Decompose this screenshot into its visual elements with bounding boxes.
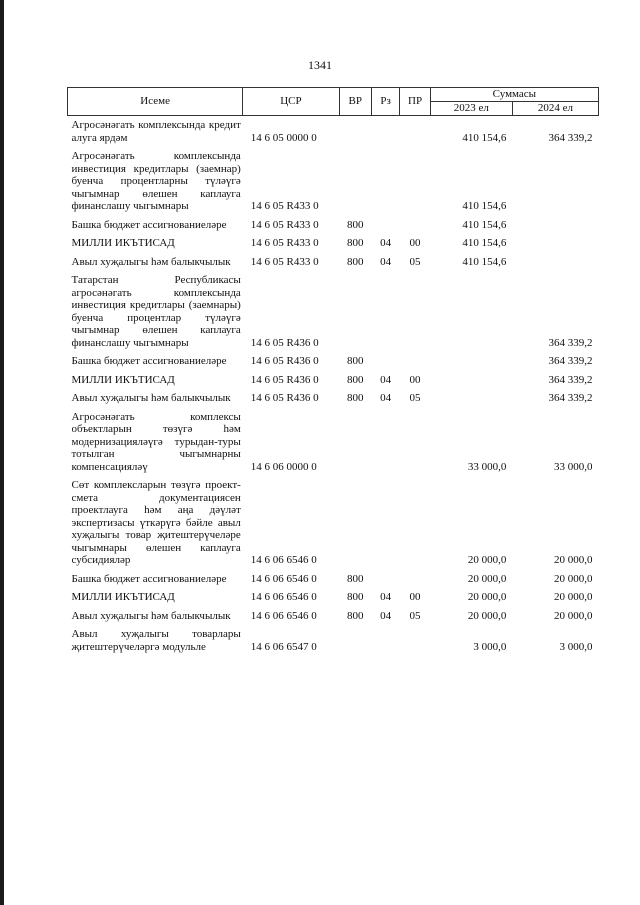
row-name: Башка бюджет ассигнованиеләре	[71, 218, 227, 231]
row-pr	[400, 216, 430, 235]
row-amount-2024: 364 339,2	[548, 336, 593, 349]
table-row	[68, 570, 599, 589]
row-amount-2023	[430, 271, 512, 352]
row-csr: 14 6 05 0000 0	[250, 131, 317, 144]
row-amount-2023	[430, 371, 512, 390]
row-name: Агросәнәгать комплексында инвестиция кредитлары (заемнар) буенча процентларны түләүгә чыгымнар өлешен каплауга финанслашу чыгымнары	[71, 150, 241, 212]
row-vr	[339, 625, 371, 656]
row-csr: 14 6 06 6546 0	[250, 609, 317, 622]
table-row	[68, 271, 599, 352]
row-amount-2023: 20 000,0	[467, 572, 507, 585]
row-rz: 04	[380, 392, 392, 404]
row-amount-2024	[512, 253, 598, 272]
header-rz: Рз	[371, 88, 399, 116]
table-row	[68, 607, 599, 626]
row-amount-2023: 20 000,0	[467, 609, 507, 622]
row-rz	[371, 570, 399, 589]
header-sums: Суммасы	[430, 88, 598, 102]
row-amount-2023: 410 154,6	[462, 237, 507, 249]
row-pr	[400, 476, 430, 570]
row-amount-2023	[430, 352, 512, 371]
row-amount-2024: 20 000,0	[554, 591, 593, 603]
row-vr	[339, 476, 371, 570]
row-amount-2023: 3 000,0	[473, 640, 507, 653]
row-vr: 800	[347, 609, 364, 622]
table-row	[68, 371, 599, 390]
row-amount-2023: 410 154,6	[462, 218, 507, 231]
header-vr: ВР	[339, 88, 371, 116]
row-rz: 04	[380, 237, 392, 249]
table-row	[68, 588, 599, 607]
row-pr	[400, 570, 430, 589]
budget-table	[67, 87, 599, 656]
row-amount-2023: 33 000,0	[467, 460, 507, 473]
row-rz	[371, 116, 399, 148]
row-rz	[371, 408, 399, 477]
row-amount-2024	[512, 147, 598, 216]
row-name: Башка бюджет ассигнованиеләре	[71, 572, 227, 585]
row-pr	[400, 116, 430, 148]
row-csr: 14 6 05 R433 0	[250, 237, 319, 249]
row-name: Агросәнәгать комплексында кредит алуга ярдәм	[71, 119, 241, 144]
row-rz: 04	[380, 591, 392, 603]
row-vr: 800	[347, 218, 364, 231]
row-name: Агросәнәгать комплексы объектларын төзүгә һәм модернизацияләүгә турыдан-туры тотылган чыгымнарны компенсацияләү	[71, 410, 241, 473]
row-vr: 800	[347, 572, 364, 585]
row-csr: 14 6 05 R433 0	[250, 200, 319, 212]
row-vr	[339, 116, 371, 148]
row-rz	[371, 216, 399, 235]
row-vr: 800	[347, 373, 364, 386]
row-rz: 04	[380, 255, 392, 268]
row-vr: 800	[347, 355, 364, 367]
row-amount-2024	[512, 234, 598, 253]
row-rz	[371, 352, 399, 371]
row-rz: 04	[380, 373, 392, 386]
table-row	[68, 216, 599, 235]
table-row	[68, 352, 599, 371]
row-vr: 800	[347, 392, 364, 404]
row-amount-2024: 364 339,2	[548, 392, 593, 404]
row-csr: 14 6 05 R436 0	[250, 373, 319, 386]
row-amount-2023: 20 000,0	[467, 591, 507, 603]
row-name: Авыл хуҗалыгы товарлары җитештерүчеләргә модульле	[71, 628, 241, 653]
table-body	[68, 116, 599, 657]
row-pr: 05	[409, 392, 421, 404]
table-row	[68, 408, 599, 477]
row-pr: 00	[409, 591, 421, 603]
row-csr: 14 6 06 6547 0	[250, 640, 317, 653]
row-csr: 14 6 05 R436 0	[250, 336, 319, 349]
row-name: Авыл хуҗалыгы һәм балыкчылык	[71, 255, 231, 268]
row-csr: 14 6 06 0000 0	[250, 460, 317, 473]
row-vr	[339, 408, 371, 477]
row-pr	[400, 147, 430, 216]
row-csr: 14 6 06 6546 0	[250, 554, 317, 566]
row-csr: 14 6 05 R433 0	[250, 218, 319, 231]
row-pr: 05	[409, 609, 421, 622]
header-pr: ПР	[400, 88, 430, 116]
row-name: Башка бюджет ассигнованиеләре	[71, 355, 227, 367]
row-pr	[400, 625, 430, 656]
header-csr: ЦСР	[243, 88, 339, 116]
row-rz: 04	[380, 609, 392, 622]
row-pr	[400, 352, 430, 371]
table-row	[68, 147, 599, 216]
row-vr	[339, 147, 371, 216]
row-amount-2024: 20 000,0	[554, 572, 593, 585]
row-rz	[371, 476, 399, 570]
row-pr: 05	[409, 255, 421, 268]
row-csr: 14 6 05 R436 0	[250, 392, 319, 404]
row-vr	[339, 271, 371, 352]
row-amount-2024: 20 000,0	[554, 609, 593, 622]
row-rz	[371, 147, 399, 216]
row-csr: 14 6 05 R433 0	[250, 255, 319, 268]
row-vr: 800	[347, 591, 364, 603]
row-amount-2024: 20 000,0	[554, 554, 593, 566]
row-vr: 800	[347, 237, 364, 249]
row-name: Авыл хуҗалыгы һәм балыкчылык	[71, 609, 231, 622]
row-name: Авыл хуҗалыгы һәм балыкчылык	[71, 392, 231, 404]
row-pr	[400, 271, 430, 352]
page-number: 1341	[308, 58, 332, 72]
table-row	[68, 476, 599, 570]
row-pr: 00	[409, 237, 421, 249]
row-amount-2024: 364 339,2	[548, 355, 593, 367]
row-csr: 14 6 06 6546 0	[250, 591, 317, 603]
row-amount-2023: 20 000,0	[467, 554, 507, 566]
row-pr	[400, 408, 430, 477]
row-amount-2024: 364 339,2	[548, 373, 593, 386]
table-header	[68, 88, 599, 116]
row-amount-2023: 410 154,6	[462, 200, 507, 212]
row-csr: 14 6 05 R436 0	[250, 355, 319, 367]
row-amount-2024: 3 000,0	[559, 640, 593, 653]
header-year-2023: 2023 ел	[430, 102, 512, 116]
row-amount-2024: 364 339,2	[548, 131, 593, 144]
table-row	[68, 389, 599, 408]
row-name: МИЛЛИ ИКЪТИСАД	[71, 591, 175, 603]
row-csr: 14 6 06 6546 0	[250, 572, 317, 585]
row-name: МИЛЛИ ИКЪТИСАД	[71, 373, 175, 386]
row-amount-2023	[430, 389, 512, 408]
row-amount-2024: 33 000,0	[554, 460, 593, 473]
row-amount-2023: 410 154,6	[462, 131, 507, 144]
header-name: Исеме	[68, 88, 243, 116]
row-name: Татарстан Республикасы агросәнәгать комплексында инвестиция кредитлары (заемнары) буенча процентлар түләүгә чыгымнар өлешен каплауга финанслашу чыгымнары	[71, 274, 241, 349]
row-rz	[371, 271, 399, 352]
table-row	[68, 253, 599, 272]
row-name: Сөт комплексларын төзүгә проект-смета документациясен проектлауга һәм аңа дәүләт экспертизасы үткәрүгә бәйле авыл хуҗалыгы товар җитештерүчеләре чыгымнары өлешен каплауга субсидияләр	[71, 479, 241, 566]
header-year-2024: 2024 ел	[512, 102, 598, 116]
row-vr: 800	[347, 255, 364, 268]
row-rz	[371, 625, 399, 656]
row-amount-2023: 410 154,6	[462, 255, 507, 268]
table-row	[68, 625, 599, 656]
scan-edge-shadow	[0, 0, 4, 905]
row-name: МИЛЛИ ИКЪТИСАД	[71, 237, 175, 249]
table-row	[68, 234, 599, 253]
row-amount-2024	[512, 216, 598, 235]
table-row	[68, 116, 599, 148]
row-pr: 00	[409, 373, 421, 386]
